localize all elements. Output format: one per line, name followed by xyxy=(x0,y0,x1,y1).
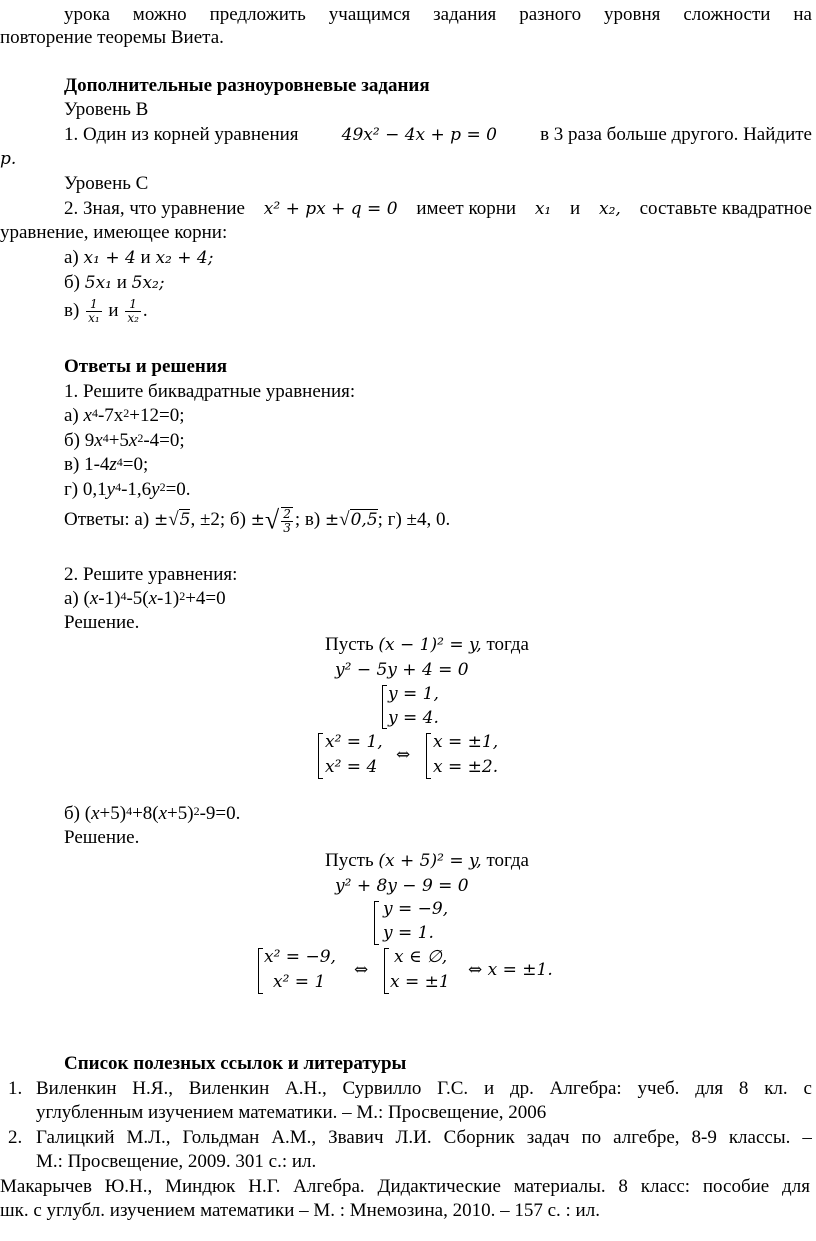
solution-a-line-5a: x² = 1, xyxy=(325,732,383,752)
task2-x2: x₂, xyxy=(599,199,621,219)
ref-1-line-2: углубленным изучением математики. – М.: Просвещение, 2006 xyxy=(36,1102,547,1123)
intro-word: на xyxy=(793,4,812,25)
level-b: Уровень В xyxy=(64,99,149,120)
bracket-a-2 xyxy=(318,733,323,779)
task2-line-2: уравнение, имеющее корни: xyxy=(0,222,228,243)
answers-task1-a: а) $x^4-7x^2+12=0$; xyxy=(64,405,185,426)
extra-heading: Дополнительные разноуровневые задания xyxy=(64,75,430,96)
ref-1-word: Н.Я., xyxy=(132,1078,173,1099)
solution-b-line-6b: x = ±1 xyxy=(390,972,450,992)
level-c: Уровень С xyxy=(64,173,149,194)
answers-task2-a: а) $(x-1)^4-5(x-1)^2+4=0$ xyxy=(64,588,226,609)
task2-pre: 2. Зная, что уравнение xyxy=(64,198,245,219)
answers-result-line: Ответы: а) ±√5, ±2; б) ±√ $\frac{2}{3}$ ; в) ±√0,5; г) ±4, 0. xyxy=(64,505,451,535)
fraction-2-3: $\frac{2}{3}$ xyxy=(283,506,291,535)
solution-a-line-1: Пусть (x − 1)² = y, тогда xyxy=(325,634,529,655)
answers-task1-d: г) $0,1y^4-1,6y^2=0$. xyxy=(64,479,191,500)
ref-1-line-1 xyxy=(36,1078,812,1100)
solution-b-line-4: y = 1. xyxy=(383,923,434,943)
intro-word: урока xyxy=(64,4,110,25)
intro-word: задания xyxy=(433,4,497,25)
answers-heading: Ответы и решения xyxy=(64,356,228,377)
ref-1-word: учеб. xyxy=(637,1078,680,1099)
task2-post: составьте квадратное xyxy=(639,198,812,219)
ref-1-word: с xyxy=(803,1078,812,1099)
sqrt-icon: √ xyxy=(168,509,179,530)
intro-line-1 xyxy=(64,4,812,26)
solution-a-line-5b: x = ±1, xyxy=(433,732,499,752)
bracket-a-1 xyxy=(382,685,387,729)
ref-2-word: по xyxy=(581,1127,602,1148)
ref-2-word: задач xyxy=(526,1127,570,1148)
task1-post: в 3 раза больше другого. Найдите xyxy=(540,124,812,145)
refs-heading: Список полезных ссылок и литературы xyxy=(64,1053,407,1074)
intro-line-2: повторение теоремы Виета. xyxy=(0,27,224,48)
equivalence-icon: ⇔ xyxy=(354,960,369,980)
ref-3-word: Ю.Н., xyxy=(104,1176,153,1197)
task2-mid: имеет корни xyxy=(416,198,517,219)
task1-var: p. xyxy=(0,149,17,169)
solution-b-line-5b: x ∈ ∅, xyxy=(394,947,448,967)
ref-3-word: материалы. xyxy=(513,1176,606,1197)
sqrt-icon: √ xyxy=(264,505,280,535)
solution-a-line-6b: x = ±2. xyxy=(433,757,499,777)
solution-a-line-4: y = 4. xyxy=(388,708,439,728)
ref-3-line-2: шк. с углубл. изучением математики – М. : Мнемозина, 2010. – 157 с. : ил. xyxy=(0,1200,600,1221)
bracket-b-3 xyxy=(384,948,389,994)
ref-2-word: Галицкий xyxy=(36,1127,115,1148)
intro-word: сложности xyxy=(683,4,771,25)
task2-option-b: б) 5x₁ и 5x₂; xyxy=(64,272,165,293)
ref-1-word: Виленкин xyxy=(36,1078,117,1099)
ref-2-word: М.Л., xyxy=(126,1127,171,1148)
answers-task2: 2. Решите уравнения: xyxy=(64,564,238,585)
ref-1-word: Сурвилло xyxy=(342,1078,422,1099)
ref-2-word: Звавич xyxy=(328,1127,384,1148)
ref-1-word: Г.С. xyxy=(437,1078,469,1099)
ref-2-word: классы. xyxy=(728,1127,791,1148)
bracket-b-1 xyxy=(374,901,379,945)
solution-b-line-5a: x² = −9, xyxy=(264,947,336,967)
task2-option-c: в) $\frac{1}{\text{x₁}}$ и $\frac{1}{\text{x₂}}$ . xyxy=(64,297,148,326)
ref-2-number: 2. xyxy=(8,1127,23,1148)
ref-1-word: и xyxy=(483,1078,495,1099)
intro-word: предложить xyxy=(209,4,306,25)
solution-a-line-6a: x² = 4 xyxy=(325,757,378,777)
ref-1-word: А.Н., xyxy=(285,1078,327,1099)
task1-equation: 49x² − 4x + p = 0 xyxy=(341,125,497,145)
ref-1-word: для xyxy=(695,1078,724,1099)
ref-3-word: Алгебра. xyxy=(293,1176,365,1197)
intro-word: разного xyxy=(519,4,582,25)
ref-2-word: Сборник xyxy=(443,1127,515,1148)
ref-1-word: Алгебра: xyxy=(549,1078,622,1099)
ref-1-word: др. xyxy=(509,1078,534,1099)
answers-task1-b: б) $9x^4+5x^2-4=0$; xyxy=(64,430,185,451)
intro-word: учащимся xyxy=(328,4,411,25)
ref-3-word: Дидактические xyxy=(377,1176,501,1197)
task2-equation: x² + px + q = 0 xyxy=(263,199,398,219)
fraction-1-x1: $\frac{1}{\text{x₁}}$ xyxy=(88,297,100,326)
solution-label-b: Решение. xyxy=(64,827,140,848)
answers-task2-b: б) $(x+5)^4+8(x+5)^2-9=0$. xyxy=(64,803,241,824)
ref-3-word: класс: xyxy=(640,1176,691,1197)
intro-word: можно xyxy=(132,4,187,25)
solution-label-a: Решение. xyxy=(64,612,140,633)
task1-line xyxy=(64,124,812,146)
ref-3-word: Миндюк xyxy=(165,1176,236,1197)
ref-3-word: пособие xyxy=(702,1176,770,1197)
ref-2-word: Гольдман xyxy=(182,1127,260,1148)
answers-task1: 1. Решите биквадратные уравнения: xyxy=(64,381,356,402)
task2-line xyxy=(64,198,812,220)
ref-1-word: Виленкин xyxy=(188,1078,270,1099)
solution-b-line-6a: x² = 1 xyxy=(273,972,326,992)
task2-and: и xyxy=(570,198,581,219)
ref-2-word: 8-9 xyxy=(691,1127,717,1148)
ref-3-word: Н.Г. xyxy=(248,1176,281,1197)
solution-b-final: ⇔ x = ±1. xyxy=(468,960,553,980)
ref-2-word: Л.И. xyxy=(395,1127,432,1148)
solution-b-line-3: y = −9, xyxy=(383,899,449,919)
ref-3-line-1 xyxy=(0,1176,810,1198)
ref-1-word: кл. xyxy=(764,1078,788,1099)
task2-x1: x₁ xyxy=(534,199,552,219)
solution-a-line-2: y² − 5y + 4 = 0 xyxy=(335,660,469,680)
equivalence-icon: ⇔ xyxy=(396,745,411,765)
solution-b-line-1: Пусть (x + 5)² = y, тогда xyxy=(325,850,529,871)
bracket-a-3 xyxy=(426,733,431,779)
ref-2-line-2: М.: Просвещение, 2009. 301 с.: ил. xyxy=(36,1151,317,1172)
bracket-b-2 xyxy=(258,948,263,994)
ref-2-line-1 xyxy=(36,1127,812,1149)
ref-2-word: А.М., xyxy=(271,1127,317,1148)
task1-pre: 1. Один из корней уравнения xyxy=(64,124,299,145)
ref-1-word: 8 xyxy=(738,1078,749,1099)
solution-b-line-2: y² + 8y − 9 = 0 xyxy=(335,876,469,896)
task2-option-a: а) x₁ + 4 и x₂ + 4; xyxy=(64,247,214,268)
sqrt-icon: √ xyxy=(339,509,350,530)
fraction-1-x2: $\frac{1}{\text{x₂}}$ xyxy=(127,297,139,326)
ref-2-word: – xyxy=(802,1127,812,1148)
ref-3-word: 8 xyxy=(618,1176,628,1197)
solution-a-line-3: y = 1, xyxy=(388,684,439,704)
ref-3-word: Макарычев xyxy=(0,1176,92,1197)
answers-task1-c: в) $1-4z^4=0$; xyxy=(64,454,149,475)
intro-word: уровня xyxy=(604,4,661,25)
ref-2-word: алгебре, xyxy=(613,1127,680,1148)
ref-3-word: для xyxy=(782,1176,810,1197)
ref-1-number: 1. xyxy=(8,1078,23,1099)
